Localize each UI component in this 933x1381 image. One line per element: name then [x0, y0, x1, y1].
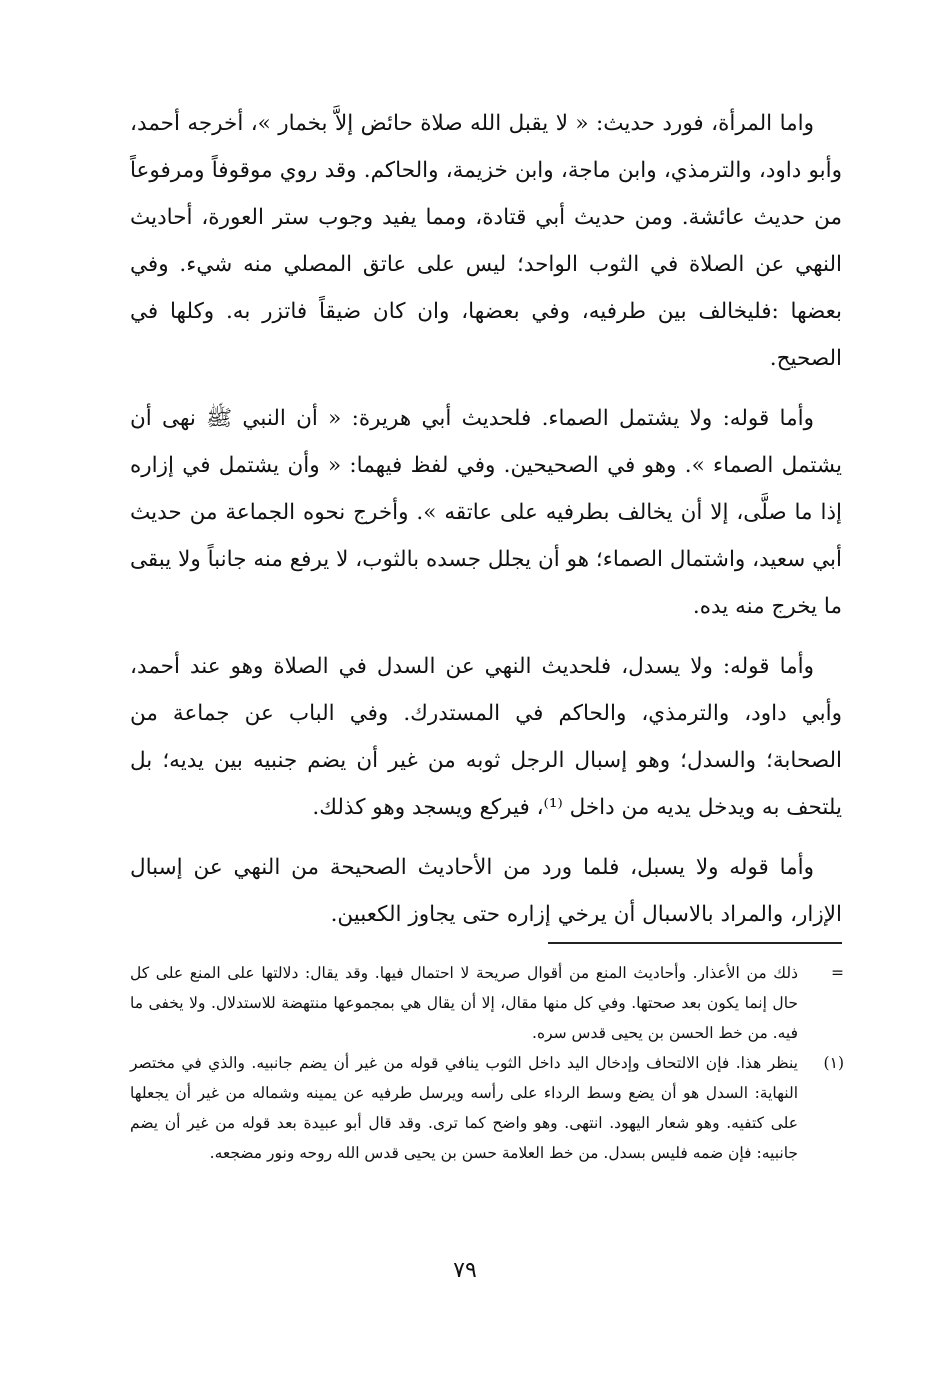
paragraph-woman-prayer: واما المرأة، فورد حديث: « لا يقبل الله صلاة حائض إلاَّ بخمار »، أخرجه أحمد، وأبو داود، والترمذي، وابن ماجة، وابن خزيمة، والحاكم. وقد روي موقوفاً ومرفوعاً من حديث عائشة. ومن حديث أبي قتادة، ومما يفيد وجوب ستر العورة، أحاديث النهي عن الصلاة في الثوب الواحد؛ ليس على عاتق المصلي منه شيء. وفي بعضها :فليخالف بين طرفيه، وفي بعضها، وان كان ضيقاً فاتزر به. وكلها في الصحيح. — [130, 111, 842, 371]
page-number: ٧٩ — [453, 1258, 477, 1283]
footnote-marker: (١) — [823, 1054, 844, 1072]
footnote-text: ذلك من الأعذار. وأحاديث المنع من أقوال صريحة لا احتمال فيها. وقد يقال: دلالتها على المنع على كل حال إنما يكون بعد صحتها. وفي كل منها مقال، إلا أن يقال هي بمجموعها منتهضة للاستدلال. ولا يخفى ما فيه. من خط الحسن بن يحيى قدس سره. — [130, 964, 798, 1042]
footnote-continued — [130, 958, 844, 1048]
paragraph-samma: وأما قوله: ولا يشتمل الصماء. فلحديث أبي هريرة: « أن النبي ﷺ نهى أن يشتمل الصماء ». وهو في الصحيحين. وفي لفظ فيهما: « وأن يشتمل في إزاره إذا ما صلَّى، إلا أن يخالف بطرفيه على عاتقه ». وأخرج نحوه الجماعة من حديث أبي سعيد، واشتمال الصماء؛ هو أن يجلل جسده بالثوب، لا يرفع منه جانباً ولا يبقى ما يخرج منه يده. — [130, 406, 842, 619]
paragraph-sadl: وأما قوله: ولا يسدل، فلحديث النهي عن السدل في الصلاة وهو عند أحمد، وأبي داود، والترمذي، والحاكم في المستدرك. وفي الباب عن جماعة من الصحابة؛ والسدل؛ وهو إسبال الرجل ثوبه من غير أن يضم جنبيه بين يديه؛ بل يلتحف به ويدخل يديه من داخل ⁽¹⁾، فيركع ويسجد وهو كذلك. — [130, 654, 842, 820]
footnote-text: ينظر هذا. فإن الالتحاف وإدخال اليد داخل الثوب ينافي قوله من غير أن يضم جانبيه. والذي في مختصر النهاية: السدل هو أن يضع وسط الرداء على رأسه ويرسل طرفيه عن يمينه وشماله من غير أن يجعلها على كتفيه. وهو شعار اليهود. انتهى. وهو واضح كما ترى. وقد قال أبو عبيدة بعد قوله من غير أن يضم جانبيه: فإن ضمه فليس بسدل. من خط العلامة حسن بن يحيى قدس الله روحه ونور مضجعه. — [130, 1054, 798, 1162]
footnote-marker: = — [831, 964, 844, 982]
footnotes — [130, 958, 844, 1168]
paragraph-isbal: وأما قوله ولا يسبل، فلما ورد من الأحاديث الصحيحة من النهي عن إسبال الإزار، والمراد بالاسبال أن يرخي إزاره حتى يجاوز الكعبين. — [130, 855, 842, 927]
main-text — [130, 100, 842, 951]
footnote-divider — [548, 942, 842, 944]
footnote-1 — [130, 1048, 844, 1168]
